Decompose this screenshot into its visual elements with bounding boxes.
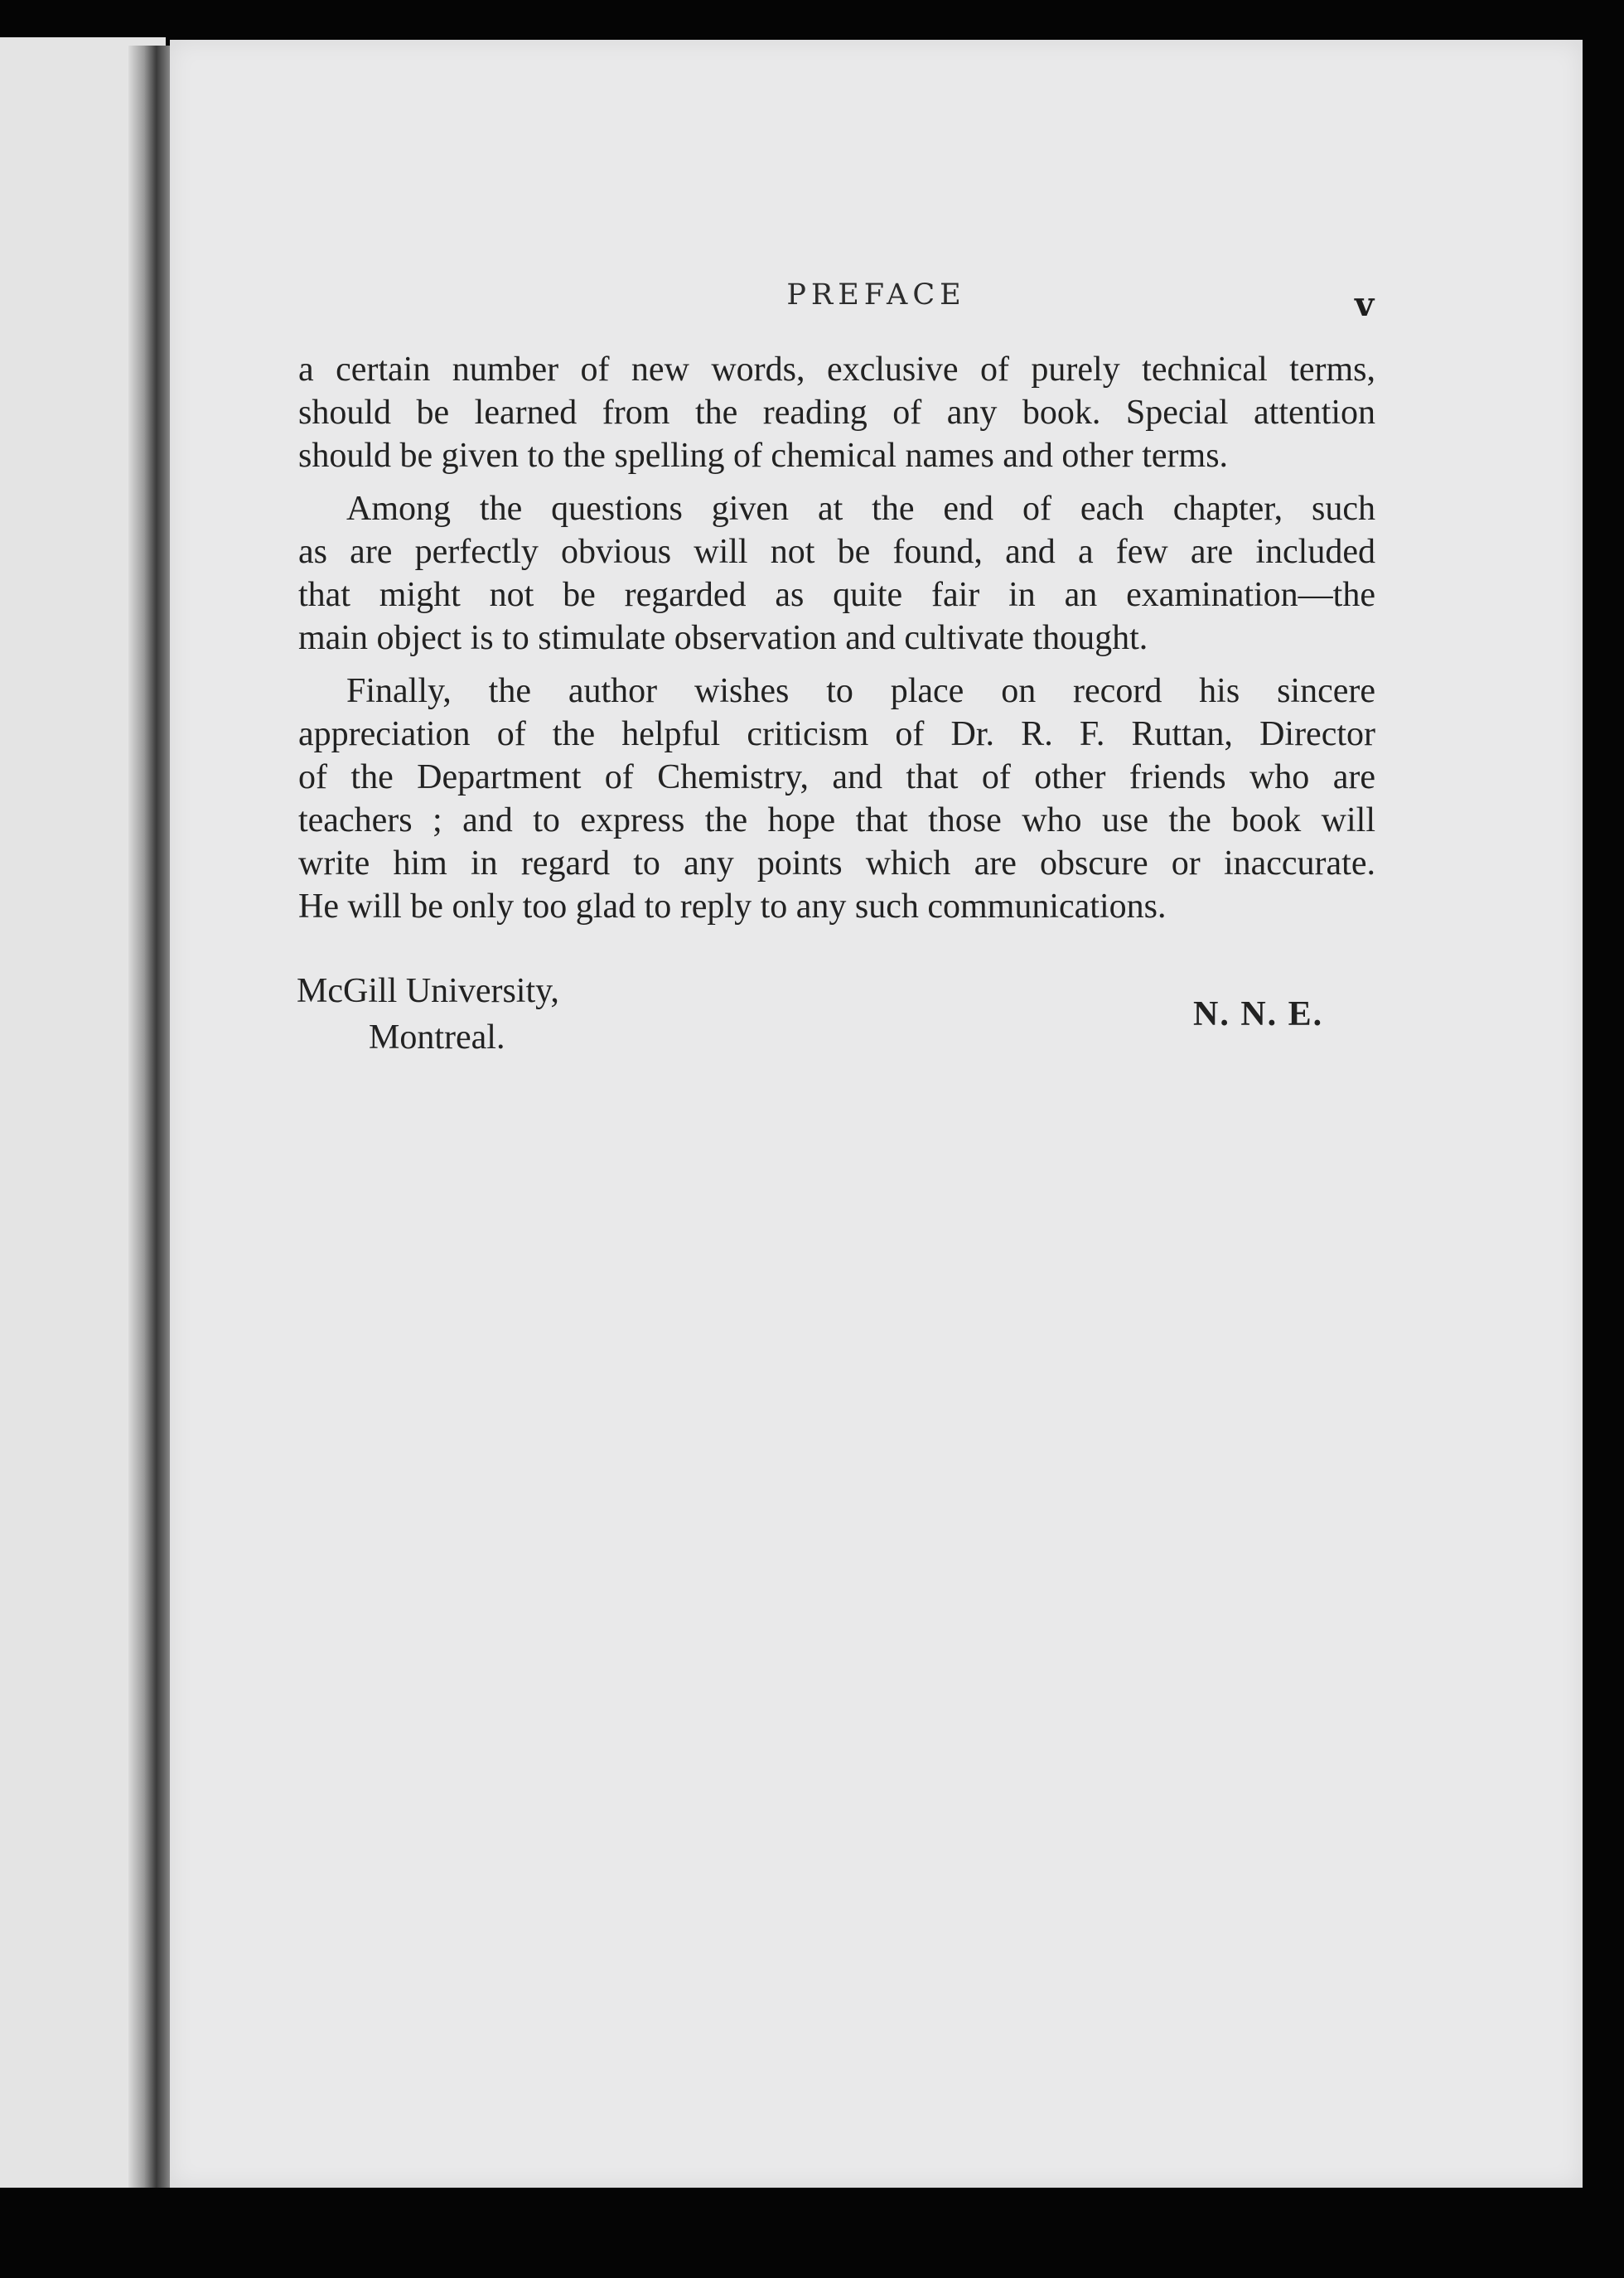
text-line: He will be only too glad to reply to any such communications. <box>298 888 1167 926</box>
paragraph <box>298 348 1375 477</box>
place-line-2: Montreal. <box>369 1018 505 1057</box>
text-line: as are perfectly obvious will not be found, and a few are included <box>298 533 1375 571</box>
author-initials: N. N. E. <box>1193 995 1324 1033</box>
text-line: teachers ; and to express the hope that those who use the book will <box>298 801 1375 839</box>
text-line: should be learned from the reading of any book. Special attention <box>298 394 1375 432</box>
paragraph <box>298 670 1375 928</box>
text-line: Finally, the author wishes to place on record his sincere <box>346 672 1375 710</box>
text-line: should be given to the spelling of chemical names and other terms. <box>298 437 1229 475</box>
text-line: of the Department of Chemistry, and that of other friends who are <box>298 758 1375 796</box>
place-line-1: McGill University, <box>297 972 559 1010</box>
preface-body <box>298 348 1375 928</box>
paragraph <box>298 487 1375 660</box>
text-line: main object is to stimulate observation and cultivate thought. <box>298 619 1148 657</box>
text-line: that might not be regarded as quite fair in an examination—the <box>298 576 1375 614</box>
text-line: write him in regard to any points which are obscure or inaccurate. <box>298 844 1375 883</box>
text-line: appreciation of the helpful criticism of Dr. R. F. Ruttan, Director <box>298 715 1375 753</box>
text-line: a certain number of new words, exclusive of purely technical terms, <box>298 351 1375 389</box>
text-line: Among the questions given at the end of each chapter, such <box>346 490 1375 528</box>
running-head: PREFACE <box>786 278 966 312</box>
preface-page <box>170 40 1583 2188</box>
page-number: v <box>1355 285 1375 324</box>
